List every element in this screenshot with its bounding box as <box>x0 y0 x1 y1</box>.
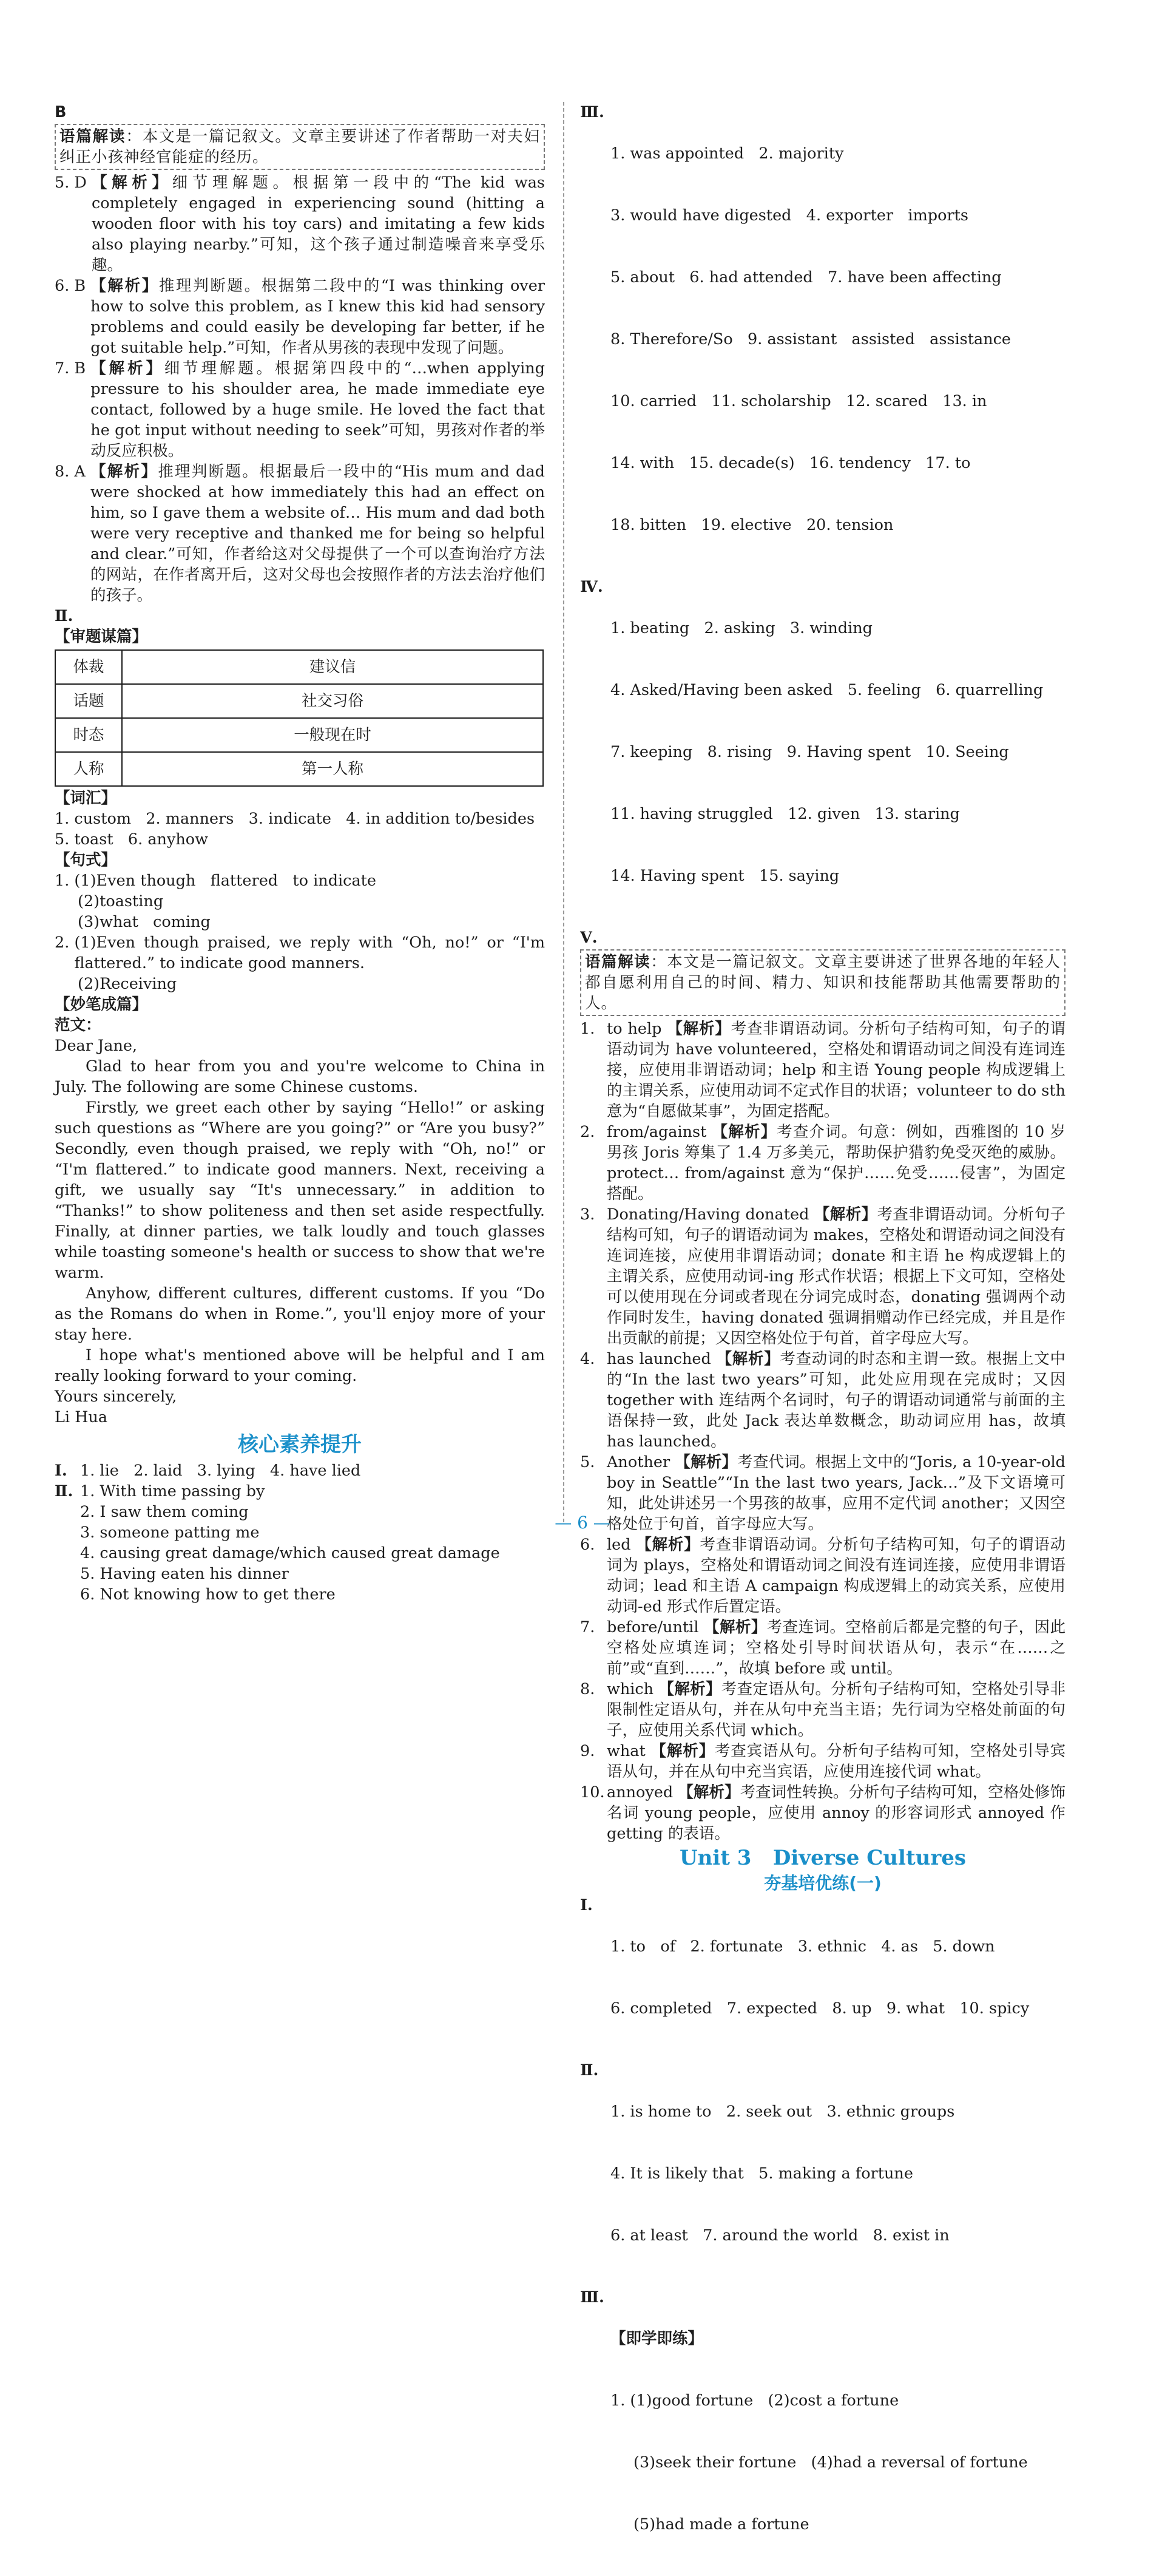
list-item: 14. Having spent 15. saying <box>610 867 840 885</box>
section-3: Ⅲ. 1. was appointed 2. majority 3. would have digested 4. exporter imports 5. about 6. had attended 7. have been affecting 8. Therefore/So 9. assistant assisted assistance 10. carried 11. scholarship 12. scared 13. in 14. with 15. decade(s) 16. tendency 17. to 18. bitten 19. elective 20. tension <box>580 103 1011 534</box>
answer-5: 5. D 【解析】细节理解题。根据第一段中的“The kid was completely engaged in experiencing sound (hitting a wooden floor with his toy cars) and imitating a few kids also playing nearby.”可知，这个孩子通过制造噪音来享受乐趣。 <box>55 174 545 274</box>
unit-subtitle: 夯基培优练(一) <box>764 1873 882 1893</box>
jushi-heading: 【句式】 <box>55 851 117 869</box>
shenti-heading: 【审题谋篇】 <box>55 628 148 646</box>
unit-section-3: Ⅲ. 【即学即练】 1. (1)good fortune (2)cost a fortune (3)seek their fortune (4)had a reversal of fortune (5)had made a fortune <box>580 2288 1028 2534</box>
list-item: 14. with 15. decade(s) 16. tendency 17. to <box>610 454 971 472</box>
list-item: 1. was appointed 2. majority <box>610 144 844 163</box>
section-4: Ⅳ. 1. beating 2. asking 3. winding 4. Asked/Having been asked 5. feeling 6. quarrelling 7. keeping 8. rising 9. Having spent 10. Seeing 11. having struggled 12. given 13. staring 14. Having spent 15. saying <box>580 578 1044 885</box>
list-item: 8. Therefore/So 9. assistant assisted assistance <box>610 330 1011 348</box>
section-b-label: B <box>55 103 67 121</box>
list-item: (3)seek their fortune (4)had a reversal of fortune <box>633 2453 1028 2472</box>
list-item: 1. With time passing by <box>80 1482 265 1500</box>
miaobi-heading: 【妙笔成篇】 <box>55 995 148 1014</box>
unit-section-1: Ⅰ. 1. to of 2. fortunate 3. ethnic 4. as 5. down 6. completed 7. expected 8. up 9. what 10. spicy <box>580 1896 1030 2018</box>
list-item: 4. Asked/Having been asked 5. feeling 6. quarrelling <box>610 681 1044 699</box>
analysis-table <box>55 649 544 787</box>
list-item: (5)had made a fortune <box>633 2515 809 2534</box>
practice-heading: 【即学即练】 <box>610 2330 704 2348</box>
answer-item: 4. has launched 【解析】考查动词的时态和主谓一致。根据上文中的“In the last two years”可知，此处应用现在完成时；又因 together with 连结两个名词时，句子的谓语动词通常与前面的主语保持一致，此处 Jack 表达单数概念，助动词应用 has，故填 has launched。 <box>580 1350 1065 1451</box>
list-item: 18. bitten 19. elective 20. tension <box>610 516 894 534</box>
vocab-line: 5. toast 6. anyhow <box>55 830 208 849</box>
letter-paragraph: Glad to hear from you and you're welcome to China in July. The following are some Chinese customs. <box>55 1057 545 1096</box>
table-row: 人称 第一人称 <box>55 752 543 786</box>
list-item: 6. at least 7. around the world 8. exist in <box>610 2226 950 2245</box>
answer-item: 8. which 【解析】考查定语从句。分析句子结构可知，空格处引导非限制性定语从句，并在从句中充当主语；先行词为空格处前面的句子，应使用关系代词 which。 <box>580 1680 1065 1740</box>
right-column <box>580 102 1065 2576</box>
sentence-line: (2)Receiving <box>78 975 177 993</box>
table-row: 时态 一般现在时 <box>55 718 543 752</box>
list-item: 5. about 6. had attended 7. have been affecting <box>610 268 1002 286</box>
list-item: 4. It is likely that 5. making a fortune <box>610 2164 913 2183</box>
letter-paragraph: I hope what's mentioned above will be helpful and I am really looking forward to your coming. <box>55 1346 545 1385</box>
answer-item: 9. what 【解析】考查宾语从句。分析句子结构可知，空格处引导宾语从句，并在从句中充当宾语，应使用连接代词 what。 <box>580 1742 1065 1781</box>
sentence-line: 1. (1)Even though flattered to indicate <box>55 872 377 890</box>
list-item: 6. completed 7. expected 8. up 9. what 10. spicy <box>610 1999 1030 2018</box>
fanwen-label: 范文： <box>55 1016 101 1034</box>
list-item: 3. would have digested 4. exporter imports <box>610 206 968 225</box>
list-item: 5. Having eaten his dinner <box>80 1565 289 1583</box>
section-5-label: Ⅴ. <box>580 929 598 947</box>
list-item: 4. causing great damage/which caused great damage <box>80 1544 500 1562</box>
list-item: 3. someone patting me <box>80 1524 260 1542</box>
letter-paragraph: Firstly, we greet each other by saying “Hello!” or asking such questions as “Where are you going?” or “Are you busy?” Secondly, even though praised, we reply with “Oh, no!” or “I'm flattered.” to indicate good manners. Next, receiving a gift, we usually say “It's unnecessary.” in addition to “Thanks!” to show politeness and then set aside respectfully. Finally, at dinner parties, we talk loudly and touch glasses while toasting someone's health or success to show that we're warm. <box>55 1099 545 1282</box>
letter-paragraph: Anyhow, different cultures, different customs. If you “Do as the Romans do when in Rome.”, you'll enjoy more of your stay here. <box>55 1284 545 1344</box>
answer-item: 10. annoyed 【解析】考查词性转换。分析句子结构可知，空格处修饰名词 young people，应使用 annoy 的形容词形式 annoyed 作 getting 的表语。 <box>580 1783 1065 1843</box>
answer-6: 6. B 【解析】推理判断题。根据第二段中的“I was thinking over how to solve this problem, as I knew this kid had sensory problems and could easily be developing far better, if he got suitable help.”可知，作者从男孩的表现中发现了问题。 <box>55 277 545 357</box>
answer-item: 5. Another 【解析】考查代词。根据上文中的“Joris, a 10-year-old boy in Seattle”“In the last two years, Jack…”及下文语境可知，此处讲述另一个男孩的故事，应用不定代词 another；又因空格处位于句首，首字母应大写。 <box>580 1453 1065 1533</box>
unit-title: Unit 3 Diverse Cultures <box>679 1846 967 1870</box>
list-item: 1. is home to 2. seek out 3. ethnic groups <box>610 2103 955 2121</box>
cihui-heading: 【词汇】 <box>55 789 117 807</box>
letter-greeting: Dear Jane, <box>55 1037 138 1055</box>
sentence-line: (3)what coming <box>78 913 211 931</box>
list-item: 1. (1)good fortune (2)cost a fortune <box>610 2391 899 2410</box>
list-item: 11. having struggled 12. given 13. staring <box>610 805 960 823</box>
table-row: 话题 社交习俗 <box>55 684 543 718</box>
column-divider <box>563 102 564 1522</box>
table-row: 体裁 建议信 <box>55 650 543 684</box>
list-item: 2. I saw them coming <box>80 1503 249 1521</box>
unit-section-2: Ⅱ. 1. is home to 2. seek out 3. ethnic groups 4. It is likely that 5. making a fortune 6. at least 7. around the world 8. exist in <box>580 2061 955 2245</box>
passage-intro-box <box>55 124 545 170</box>
vocab-line: 1. custom 2. manners 3. indicate 4. in addition to/besides <box>55 810 535 828</box>
answer-item: 6. led 【解析】考查非谓语动词。分析句子结构可知，句子的谓语动词为 plays，空格处和谓语动词之间没有连词连接，应使用非谓语动词；lead 和主语 A campaign 构成逻辑上的动宾关系，应使用动词-ed 形式作后置定语。 <box>580 1536 1065 1616</box>
list-item: 10. carried 11. scholarship 12. scared 13. in <box>610 392 987 410</box>
answer-7: 7. B 【解析】细节理解题。根据第四段中的“…when applying pressure to his shoulder area, he made immediate eye contact, followed by a huge smile. He loved the fact that he got input without needing to seek”可知，男孩对作者的举动反应积极。 <box>55 359 545 460</box>
list-item: 1. beating 2. asking 3. winding <box>610 619 873 637</box>
passage-intro-box: 语篇解读：本文是一篇记叙文。文章主要讲述了世界各地的年轻人都自愿利用自己的时间、精力、知识和技能帮助其他需要帮助的人。 <box>580 949 1065 1016</box>
letter-signature: Li Hua <box>55 1408 108 1426</box>
intro-text: ：本文是一篇记叙文。文章主要讲述了作者帮助一对夫妇纠正小孩神经官能症的经历。 <box>59 127 540 166</box>
page-number: — 6 — <box>555 1513 610 1533</box>
answer-8: 8. A 【解析】推理判断题。根据最后一段中的“His mum and dad were shocked at how immediately this had an effect on him, so I gave them a website of… His mum and dad both were very receptive and thanked me for being so helpful and clear.”可知，作者给这对父母提供了一个可以查询治疗方法的网站，在作者离开后，这对父母也会按照作者的方法去治疗他们的孩子。 <box>55 463 545 605</box>
sentence-line: (2)toasting <box>78 892 164 910</box>
answer-item: 2. from/against 【解析】考查介词。句意：例如，西雅图的 10 岁男孩 Joris 筹集了 1.4 万多美元，帮助保护猎豹免受灭绝的威胁。protect… from/against 意为“保护……免受……侵害”，为固定搭配。 <box>580 1123 1065 1203</box>
section-2-label: Ⅱ. <box>55 607 73 625</box>
list-item: 1. to of 2. fortunate 3. ethnic 4. as 5. down <box>610 1937 995 1956</box>
answer-item: 7. before/until 【解析】考查连词。空格前后都是完整的句子，因此空格处应填连词；空格处引导时间状语从句，表示“在……之前”或“直到……”，故填 before 或 until。 <box>580 1618 1065 1678</box>
sentence-line: 2. (1)Even though praised, we reply with “Oh, no!” or “I'm flattered.” to indicate good manners. <box>55 934 545 972</box>
letter-closing: Yours sincerely, <box>55 1388 177 1406</box>
answer-item: 3. Donating/Having donated 【解析】考查非谓语动词。分析句子结构可知，句子的谓语动词为 makes，空格处和谓语动词之间没有连词连接，应使用非谓语动词；donate 和主语 he 构成逻辑上的主谓关系，应使用动词-ing 形式作状语；根据上下文可知，空格处可以使用现在分词或者现在分词完成时态，donating 强调两个动作同时发生，having donated 强调捐赠动作已经完成，并且是作出贡献的前提；又因空格处位于句首，首字母应大写。 <box>580 1205 1065 1347</box>
list-item: 6. Not knowing how to get there <box>80 1585 336 1604</box>
intro-label: 语篇解读 <box>59 127 126 146</box>
list-item: 7. keeping 8. rising 9. Having spent 10. Seeing <box>610 743 1009 761</box>
core-section-title: 核心素养提升 <box>238 1432 362 1457</box>
core-1: Ⅰ. 1. lie 2. laid 3. lying 4. have lied <box>55 1462 361 1480</box>
core-2: Ⅱ. 1. With time passing by 2. I saw them coming 3. someone patting me 4. causing great damage/which caused great damage 5. Having eaten his dinner 6. Not knowing how to get there <box>55 1482 500 1604</box>
answer-item: 1. to help 【解析】考查非谓语动词。分析句子结构可知，句子的谓语动词为 have volunteered，空格处和谓语动词之间没有连词连接，应使用非谓语动词；help 和主语 Young people 构成逻辑上的主谓关系，应使用动词不定式作目的状语；volunteer to do sth 意为“自愿做某事”，为固定搭配。 <box>580 1020 1065 1120</box>
left-column <box>55 102 545 1605</box>
